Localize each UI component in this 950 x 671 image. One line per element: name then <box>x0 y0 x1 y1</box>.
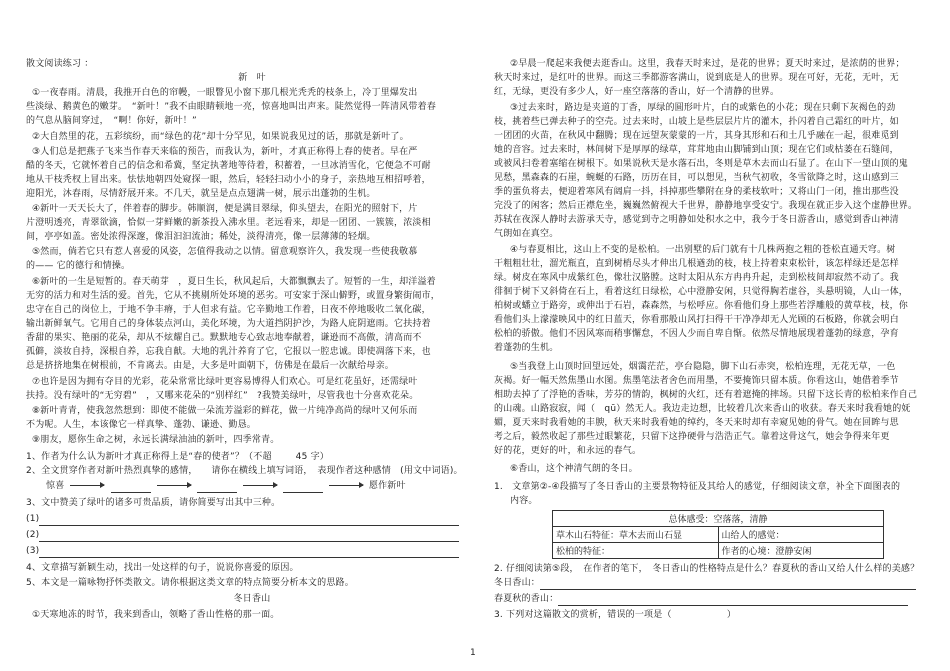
paragraph-line: ②早晨一爬起来我便去逛香山。这里，我春天时来过，是花的世界；夏天时来过，是浓荫的世界； <box>510 59 905 69</box>
paragraph-line: ①一夜春雨。清晨，我推开白色的帘幔，一眼瞥见小窗下那几根光秃秃的枝条上，冷丁里爆发出 <box>32 88 418 98</box>
paragraph-line: ④与春夏相比，这山上不变的是松柏。一出别墅的后门就有十几株两抱之粗的苍松直通天穹。树 <box>510 245 896 255</box>
paragraph-line: ②大自然里的花，五彩缤纷，而“绿色的花”却十分罕见，如果说我见过的话，那就是新叶了。 <box>32 132 409 142</box>
paragraph-line: 红，无绿，更没有多少人，好一座空落落的香山，好一个清静的世界。 <box>494 87 780 97</box>
paragraph-line: 松柏的骄傲。他们不因风寒而稍事懈怠，不因人少而自卑自惭。依然尽情地展现着蓬勃的绿意，孕育 <box>494 329 899 339</box>
arrow-right-icon <box>70 485 104 486</box>
paragraph-line: 着蓬勃的生机。 <box>494 343 559 353</box>
paragraph-line: 考之后，毅然收起了那些过眼繁花，只留下这挣硬骨与浩浩正气。靠着这骨这气，她会争得来年更 <box>494 432 890 442</box>
paragraph-line: 些淡绿、鹅黄色的嫩芽。 “新叶！”我不由眼睛顿地一亮，惊喜地叫出声来。陡然觉得一阵清风带着春 <box>26 102 437 112</box>
question-2: 2. 仔细阅读第⑤段， 在作者的笔下， 冬日香山的性格特点是什么？春夏秋的香山又给人什么样的美感？ <box>494 564 920 574</box>
q2-chain <box>46 479 406 493</box>
q2-answer-line: 冬日香山： <box>494 576 916 590</box>
question-4: 4、文章描写新颖生动，找出一处这样的句子，说说你喜爱的原因。 <box>26 563 299 573</box>
essay-title-xinye: 新 叶 <box>238 73 266 83</box>
essay-title-dongri-xiangshan: 冬日香山 <box>233 594 271 604</box>
paragraph-line: 香甜的果实、艳丽的花朵，却从不炫耀自己。默默地专心致志地奉献着，谦逊而不高傲，清高而不 <box>26 333 422 343</box>
paragraph-line: ⑧新叶青青，使我忽然想到：即使不能做一朵流芳溢彩的鲜花，做一片纯净高尚的绿叶又何乐而 <box>32 406 418 416</box>
answer-line[interactable] <box>540 579 916 590</box>
q2-answer-line: 春夏秋的香山： <box>494 592 908 606</box>
paragraph-line: ③过去来时，路边是夹道的丁香，厚绿的圆形叶片，白的或紫色的小花；现在只剩下灰褐色的劲 <box>510 103 896 113</box>
paragraph-line: 见愁，黑森森的石崖，蜿蜒的石路，历历在目，可以想见，当秋气初收，冬雪欲降之时，这山感到三 <box>494 173 899 183</box>
q3-answer-line: (2) <box>26 528 459 542</box>
paragraph-line: 忠守在自己的岗位上，于地不争丰瘠，于人但求有益。它辛勤地工作着，日夜不停地吸收二氧化碳， <box>26 305 431 315</box>
paragraph-line: 完没了的闲客；然后正襟危坐，巍巍然俯视大千世界，静静地享受安宁。我现在就正步入这个虚静世界。 <box>494 201 918 211</box>
paragraph-line: 苏轼在夜深人静时去游承天寺，感觉到寺之明静如处积水之中，我今于冬日游香山，感觉到香山神清 <box>494 215 899 225</box>
arrow-right-icon <box>157 485 191 486</box>
q2-end-word: 愿作新叶 <box>368 481 406 491</box>
paragraph-line: 一团团的火苗，在秋风中翻腾；现在远望灰蒙蒙的一片，其身其形和石和土几乎融在一起，很难觅到 <box>494 131 899 141</box>
paragraph-line: 的气息从脑间穿过， “啊！你好，新叶！” <box>26 116 197 126</box>
arrow-right-icon <box>329 485 363 486</box>
paragraph-line: ⑨朋友，愿你生命之树，永远长满绿油油的新叶，四季常青。 <box>32 435 280 445</box>
paragraph-line: 间，亭亭如盖。密处浓得深邃，像泪汩汩流油；稀处，淡得清亮，像一层薄薄的轻烟。 <box>26 232 376 242</box>
paragraph-line: ④新叶一天天长大了，伴着春的脚步。韩顺润，便是满目翠绿，仰头望去，在阳光的照射下，片 <box>32 204 418 214</box>
question-2: 2、全文贯穿作者对新叶热烈真挚的感情， 请你在横线上填写词语， 表现作者这种感情 (用文中词语)。 <box>26 466 463 476</box>
question-3: 3、文中赞美了绿叶的诸多可贵品质，请你简要写出其中三种。 <box>26 498 281 508</box>
table-cell: 作者的心境：澄静安闲 <box>718 543 884 559</box>
paragraph-line: 片澄明透亮，青翠欲滴，恰似一芽鲜嫩的新茶投入沸水里。老远看来，却是一团团、一簇簇，浓淡相 <box>26 218 431 228</box>
paragraph-line: 无穷的活力和对生活的爱。首先，它从不挑剔所处环境的恶劣。可安家于深山僻野，或置身繁街闹市， <box>26 291 441 301</box>
q2-start-word: 惊喜 <box>46 481 65 491</box>
answer-blank[interactable] <box>283 482 323 493</box>
paragraph-line: 迎阳光，沐春雨，尽情舒展开来。不几天，就呈是点点翅满一树，展示出蓬勃的生机。 <box>26 189 376 199</box>
paragraph-line: 不为呢。人生，本该像它一样真挚、蓬勃、谦逊、勤恳。 <box>26 420 257 430</box>
table-cell-blank[interactable]: 山给人的感觉： <box>718 527 884 543</box>
paragraph-line: 看他们头上濛濛映风中的红日蓝天，你看那般山风打扫得干干净净却无人光顾的石板路，你就会明白 <box>494 315 899 325</box>
answer-line[interactable] <box>558 595 908 606</box>
paragraph-line: 或被风扫卷着塞缩在树根下。如果说秋天是水落石出，冬则是草木去而山石显了。在山下一望山顶的鬼 <box>494 159 909 169</box>
paragraph-line: 地从干枝秃杈上冒出来。怯怯地朝四处窥探一眼，然后，轻轻扫动小小的身子，亲热地互相招呼着， <box>26 175 431 185</box>
q3-answer-line: (1) <box>26 512 459 526</box>
paragraph-line: ①天寒地冻的时节，我来到香山，领略了香山性格的那一面。 <box>32 610 280 620</box>
paragraph-line: ⑤然而，倘若它只有惹人喜爱的风姿，怎值得我动之以情。留意观察许久，我发现一些使我敬慕 <box>32 247 418 257</box>
paragraph-line: ⑤当我登上山顶时回望远处，烟霭茫茫，亭台隐隐，脚下山石赤突，松柏连理，无花无草，一色 <box>510 362 896 372</box>
paragraph-line: 总是挤挤地集在树根前，不肯离去。由是，大多是叶面朝下，仿佛是在最后一次献给母亲。 <box>26 361 395 371</box>
question-1-cont: 内容。 <box>510 496 538 506</box>
q3-answer-line: (3) <box>26 544 459 558</box>
paragraph-line: 灰褐。好一幅天然焦墨山水图。焦墨笔法者舍色而用墨，不要掩饰只留本质。你看这山，她借着季节 <box>494 376 899 386</box>
table-cell-blank[interactable]: 松柏的特征： <box>553 543 719 559</box>
answer-blank[interactable] <box>197 482 237 493</box>
paragraph-line: 输出新鲜氧气。它用自己的身体装点河山，美化环境，为大道挡阴护沙，为路人庇阴遮雨。它扶持着 <box>26 319 431 329</box>
answer-line[interactable] <box>39 547 459 558</box>
paragraph-line: 孤僻，淡妆自持，深根自养，忘我自献。大地的乳汁养育了它，它报以一腔忠诚。即使凋落下来，也 <box>26 347 431 357</box>
paragraph-line: ③人们总是把燕子飞来当作春天来临的预告，而我认为，新叶，才真正称得上春的使者。早在严 <box>32 147 418 157</box>
feature-table <box>552 510 884 559</box>
paragraph-line: 柏树或蟠立于路旁，或伸出于石岩，森森然，与松呼应。你看他们身上那些若浮雕般的黄草枝，枝，你 <box>494 301 909 311</box>
question-1: 1、作者为什么认为新叶才真正称得上是“春的使者”？（不超 45 字） <box>26 452 329 462</box>
paragraph-line: 媚，夏天来时我看她的丰腴，秋天来时我看她的绰约，冬天来时却有幸窥见她的骨气。她在回眸与思 <box>494 418 899 428</box>
answer-line[interactable] <box>39 515 459 526</box>
paragraph-line: 枝，挑着些已弹去种子的空壳。过去来时，山坡上是些层层片片的灌木，扑闪着自己霜红的叶片，如 <box>494 117 899 127</box>
paragraph-line: ⑥香山，这个神清气朗的冬日。 <box>510 464 638 474</box>
paragraph-line: 的山魂。山路寂寂，闻（ qū）然无人。我边走边想，比较着几次来香山的收获。春天来时我看她的妩 <box>494 404 911 414</box>
answer-blank[interactable] <box>111 482 151 493</box>
page-number: 1 <box>470 648 476 658</box>
paragraph-line: 她的音容。过去来时，林间树下是厚厚的绿草，茸茸地由山脚铺到山顶；现在它们或枯萎在石缝间， <box>494 145 899 155</box>
paragraph-line: 相助去掉了了浮艳的香味，芳芬的情韵，枫树的火红，还有着遮掩的摔场。只留下这长青的松柏来作自己 <box>494 390 918 400</box>
arrow-right-icon <box>243 485 277 486</box>
paragraph-line: 酷的冬天，它就怀着自己的信念和希冀，坚定执著地等待着，积蓄着，一旦冰消雪化，它便急不可耐 <box>26 161 431 171</box>
question-1: 1. 文章第②-④段描写了冬日香山的主要景物特征及其给人的感觉，仔细阅读文章，补全下面图表的 <box>494 482 901 492</box>
table-cell-overall: 总体感受：空落落，清静 <box>553 511 884 527</box>
question-5: 5、本文是一篇咏物抒怀类散文。请你根据这类文章的特点简要分析本文的思路。 <box>26 578 354 588</box>
paragraph-line: 徘徊于树下又斜倚在石上，看着这红日绿松，心中澄静安闲，只觉得胸若虚谷，头悬明镜，人山一体， <box>494 287 909 297</box>
answer-line[interactable] <box>39 531 459 542</box>
paragraph-line: 绿。树皮在寒风中成紫红色，像壮汉胳膛。这时太阳从东方冉冉升起，走到松枝间却寂然不动了。我 <box>494 273 899 283</box>
paragraph-line: 扶持。没有绿叶的“无穷碧” ，又哪来花朵的“别样红” ?我赞美绿叶，尽管我也十分喜欢花朵。 <box>26 391 419 401</box>
paragraph-line: ⑥新叶的一生是短暂的。春天萌芽 ，夏日生长，秋风起后，大都飘飘去了。短暂的一生，却洋溢着 <box>32 277 436 287</box>
paragraph-line: 干粗粗壮壮，溜光瓶直，直到树梢尽头才伸出几根遒劲的枝，枝上持着束束松针，该怎样绿还是怎样 <box>494 259 899 269</box>
paragraph-line: ⑦也许是因为拥有夺目的光彩，花朵常常比绿叶更容易博得人们欢心。可是红花虽好，还需绿叶 <box>32 377 418 387</box>
table-cell: 草木山石特征：草木去而山石显 <box>553 527 719 543</box>
question-3: 3. 下列对这篇散文的赏析，错误的一项是（ ） <box>494 610 737 620</box>
paragraph-line: 季的蛋负将去，便迎着寒风有阔肩一抖，抖掉那些攀附在身的柔枝软叶；又将山门一闭，推出那些没 <box>494 187 899 197</box>
paragraph-line: 气朗如在真空。 <box>494 229 559 239</box>
section-header: 散文阅读练习 ： <box>26 59 94 69</box>
paragraph-line: 的—— 它的德行和情操。 <box>26 261 131 271</box>
paragraph-line: 好的花，更好的叶，和永远的春气。 <box>494 446 642 456</box>
paragraph-line: 秋天时来过，是红叶的世界。而这三季都游客满山，说到底是人的世界。现在可好，无花，无叶，无 <box>494 73 899 83</box>
